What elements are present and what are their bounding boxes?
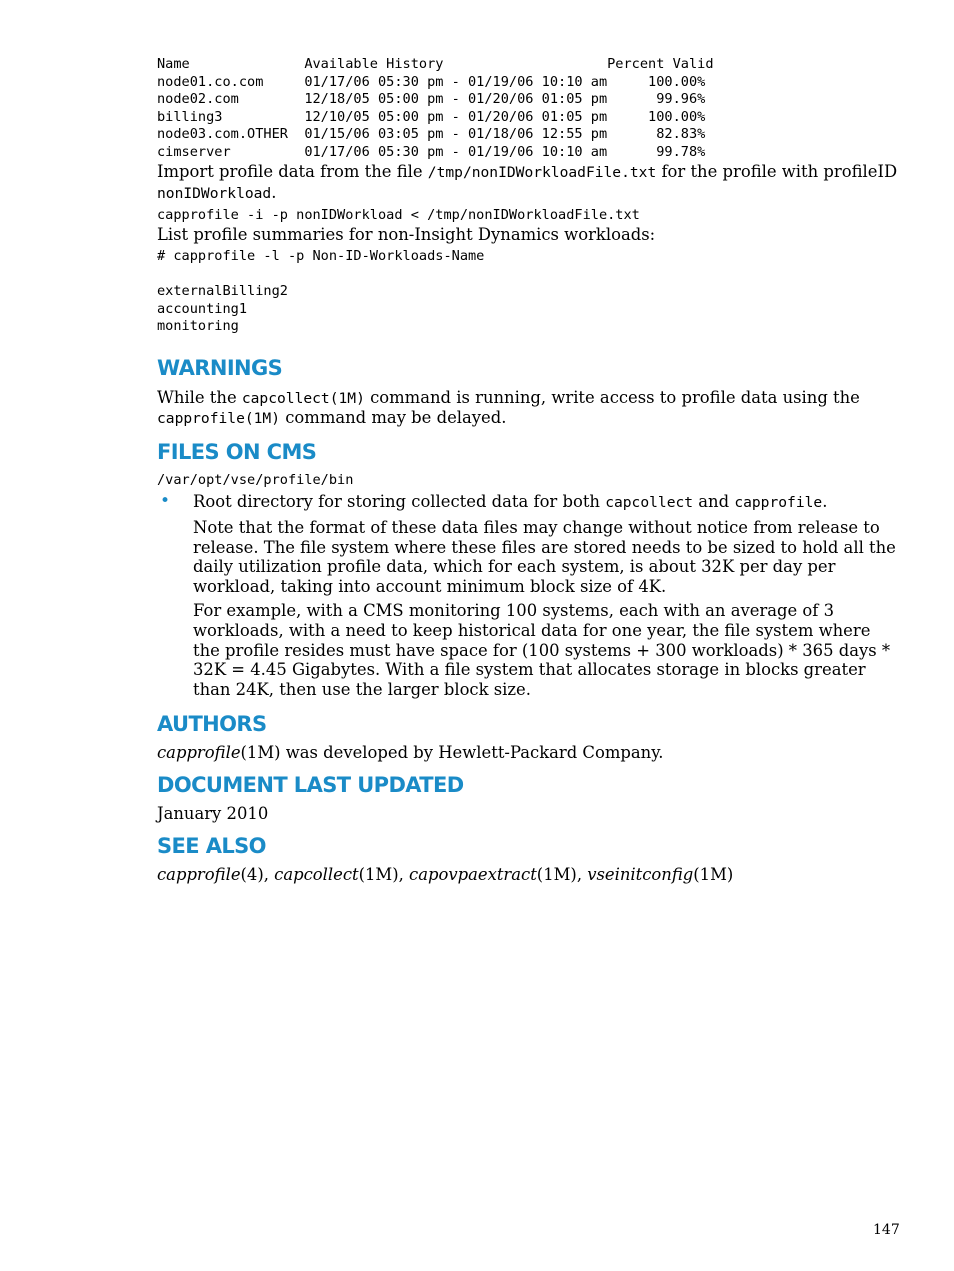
import-text: Import profile data from the file [157, 162, 428, 181]
import-text: . [271, 182, 277, 202]
table-row: billing3 12/10/05 05:00 pm - 01/20/06 01:05 pm 100.00% [157, 108, 706, 125]
import-text: for the profile with profileID [656, 162, 898, 181]
see-also-separator: , [263, 864, 275, 884]
table-row: node03.com.OTHER 01/15/06 03:05 pm - 01/18/06 12:55 pm 82.83% [157, 126, 706, 142]
list-command-output [157, 248, 899, 336]
see-also-heading: SEE ALSO [157, 833, 266, 858]
table-row: node02.com 12/18/05 05:00 pm - 01/20/06 01:05 pm 99.96% [157, 91, 706, 107]
authors-heading: AUTHORS [157, 712, 267, 737]
capprofile-command: capprofile(1M) [157, 410, 281, 428]
bullet-text-part: Root directory for storing collected data for both [193, 492, 606, 512]
bullet-icon: • [160, 491, 171, 512]
profile-table [157, 56, 899, 161]
see-also-section: (1M) [536, 864, 577, 884]
page-number: 147 [873, 1222, 900, 1238]
see-also-link[interactable]: capcollect [274, 864, 359, 884]
warnings-text-part: command may be delayed. [280, 408, 507, 428]
last-updated-heading: DOCUMENT LAST UPDATED [157, 773, 464, 797]
see-also-separator: , [398, 864, 410, 884]
files-example: For example, with a CMS monitoring 100 systems, each with an average of 3 workloads, with a need to keep historical data for one year, the file system where the profile resides must have space for (100 systems + 300 workloads) * 365 days * 32K = 4.45 Gigabytes. With a file system that allocates storage in blocks greater than 24K, then use the larger block size. [193, 601, 891, 699]
warnings-text [157, 388, 899, 429]
list-command: # capprofile -l -p Non-ID-Workloads-Name [157, 248, 485, 265]
files-heading: FILES ON CMS [157, 439, 317, 464]
table-header: Name Available History Percent Valid [157, 56, 714, 72]
files-bullet-item [157, 492, 899, 513]
table-row: cimserver 01/17/06 05:30 pm - 01/19/06 10:10 am 99.78% [157, 143, 706, 160]
files-path: /var/opt/vse/profile/bin [157, 471, 354, 488]
list-item: accounting1 [157, 300, 248, 317]
list-description: List profile summaries for non-Insight Dynamics workloads: [157, 224, 656, 244]
see-also-list [157, 865, 899, 885]
list-item: monitoring [157, 318, 239, 335]
table-row: node01.co.com 01/17/06 05:30 pm - 01/19/06 10:10 am 100.00% [157, 73, 706, 90]
see-also-link[interactable]: capprofile [157, 864, 241, 884]
see-also-section: (1M) [358, 864, 399, 884]
files-bullet-text [193, 492, 899, 513]
capprofile-name: capprofile [734, 494, 823, 512]
bullet-text-part: and [693, 492, 735, 512]
see-also-separator: , [576, 864, 588, 884]
see-also-link[interactable]: vseinitconfig [587, 864, 694, 884]
files-note: Note that the format of these data files may change without notice from release to release. The file system where these files are stored needs to be sized to hold all the daily utilization profile data, which for each system, is about 32K per day per workload, taking into account minimum block size of 4K. [193, 518, 896, 596]
import-file-path: /tmp/nonIDWorkloadFile.txt [427, 164, 657, 181]
author-command-name: capprofile [157, 743, 241, 763]
warnings-text-part: command is running, write access to profile data using the [364, 387, 860, 407]
capcollect-name: capcollect [605, 494, 694, 512]
profile-id: nonIDWorkload [157, 184, 272, 202]
see-also-section: (4) [240, 864, 264, 884]
warnings-heading: WARNINGS [157, 355, 283, 380]
bullet-text-part: . [822, 492, 828, 512]
page-content [157, 56, 899, 884]
authors-text [157, 743, 899, 763]
list-item: externalBilling2 [157, 283, 288, 300]
authors-section-text: (1M) was developed by Hewlett-Packard Company. [240, 743, 664, 763]
import-description [157, 162, 899, 203]
see-also-link[interactable]: capovpaextract [409, 864, 537, 884]
import-command: capprofile -i -p nonIDWorkload < /tmp/nonIDWorkloadFile.txt [157, 207, 640, 224]
warnings-text-part: While the [157, 387, 242, 407]
capcollect-command: capcollect(1M) [241, 389, 365, 407]
see-also-section: (1M) [693, 864, 734, 884]
last-updated-date: January 2010 [157, 804, 269, 823]
